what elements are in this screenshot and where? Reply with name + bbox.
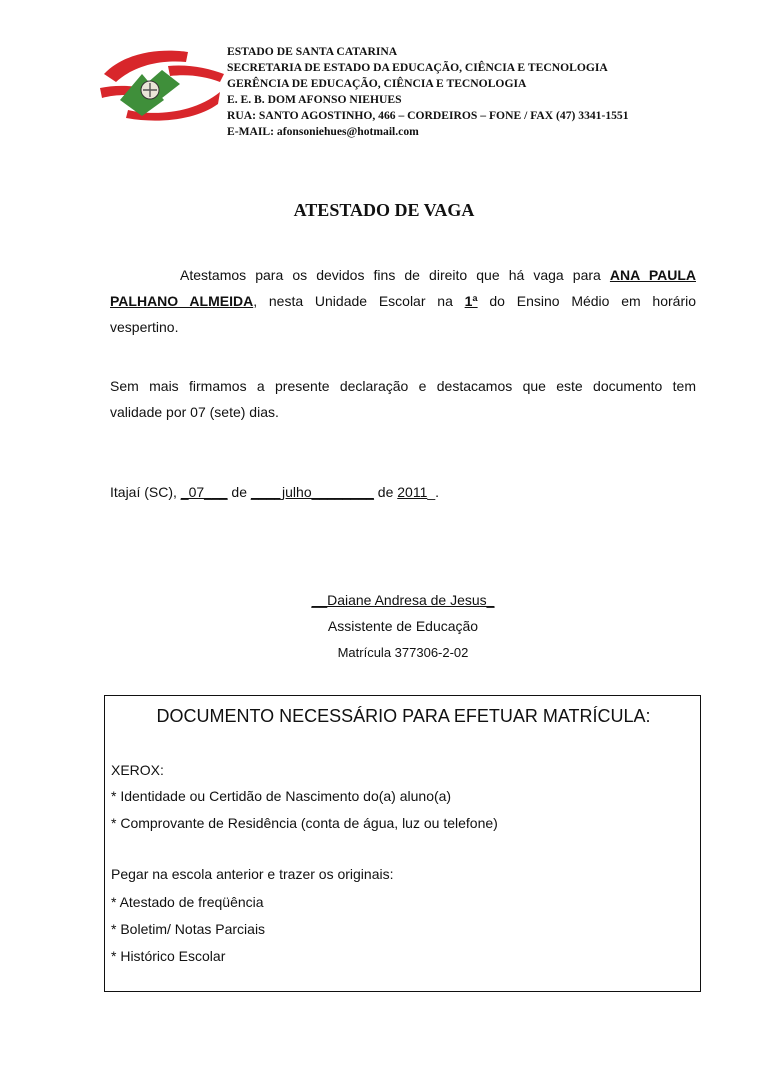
xerox-item: * Identidade ou Certidão de Nascimento do(a) aluno(a) [111, 788, 452, 804]
originals-item: * Boletim/ Notas Parciais [111, 921, 266, 937]
student-name-first: ANA PAULA [609, 267, 696, 283]
header-line-state: ESTADO DE SANTA CATARINA [227, 45, 398, 58]
signature-role: Assistente de Educação [327, 618, 479, 634]
date-line [110, 484, 439, 500]
date-year-trail: _. [427, 484, 440, 500]
date-de-1: de [231, 484, 247, 500]
header-line-secretariat: SECRETARIA DE ESTADO DA EDUCAÇÃO, CIÊNCIA E TECNOLOGIA [227, 61, 608, 74]
header-line-school: E. E. B. DOM AFONSO NIEHUES [227, 93, 402, 106]
date-day: _07_ [180, 484, 212, 500]
header-line-management: GERÊNCIA DE EDUCAÇÃO, CIÊNCIA E TECNOLOGIA [227, 77, 527, 90]
paragraph-middle: , nesta Unidade Escolar na [253, 293, 453, 309]
enrollment-requirements-box [104, 695, 701, 992]
paragraph-after-grade: do Ensino Médio em horário [489, 293, 697, 309]
xerox-label: XEROX: [111, 762, 164, 778]
vacancy-paragraph [110, 262, 696, 340]
document-title: ATESTADO DE VAGA [293, 200, 475, 220]
date-day-trail: __ [211, 484, 228, 500]
date-month: ____julho________ [250, 484, 374, 500]
originals-item: * Atestado de freqüência [111, 894, 264, 910]
validity-line-2: validade por 07 (sete) dias. [110, 404, 279, 420]
originals-label: Pegar na escola anterior e trazer os originais: [111, 866, 394, 882]
student-name-last: PALHANO ALMEIDA [110, 293, 254, 309]
header-line-address: RUA: SANTO AGOSTINHO, 466 – CORDEIROS – FONE / FAX (47) 3341-1551 [227, 109, 629, 122]
institution-header [227, 44, 629, 140]
paragraph-intro: Atestamos para os devidos fins de direito que há vaga para [180, 267, 601, 283]
school-grade: 1ª [464, 293, 478, 309]
signature-registration: Matrícula 377306-2-02 [337, 645, 469, 660]
paragraph-line-1 [110, 262, 696, 288]
paragraph-end: vespertino. [110, 319, 179, 335]
date-de-2: de [377, 484, 394, 500]
originals-item: * Histórico Escolar [111, 948, 226, 964]
xerox-item: * Comprovante de Residência (conta de água, luz ou telefone) [111, 815, 498, 831]
paragraph-line-2 [110, 288, 696, 314]
date-year: 2011 [397, 484, 428, 500]
validity-paragraph [110, 373, 696, 425]
signature-name: __Daiane Andresa de Jesus_ [311, 592, 495, 608]
date-city: Itajaí (SC), [110, 484, 177, 500]
state-coat-of-arms-logo [98, 44, 226, 122]
validity-line-1: Sem mais firmamos a presente declaração e destacamos que este documento tem [110, 378, 696, 394]
header-line-email: E-MAIL: afonsoniehues@hotmail.com [227, 125, 419, 138]
requirements-title: DOCUMENTO NECESSÁRIO PARA EFETUAR MATRÍCULA: [156, 706, 651, 726]
